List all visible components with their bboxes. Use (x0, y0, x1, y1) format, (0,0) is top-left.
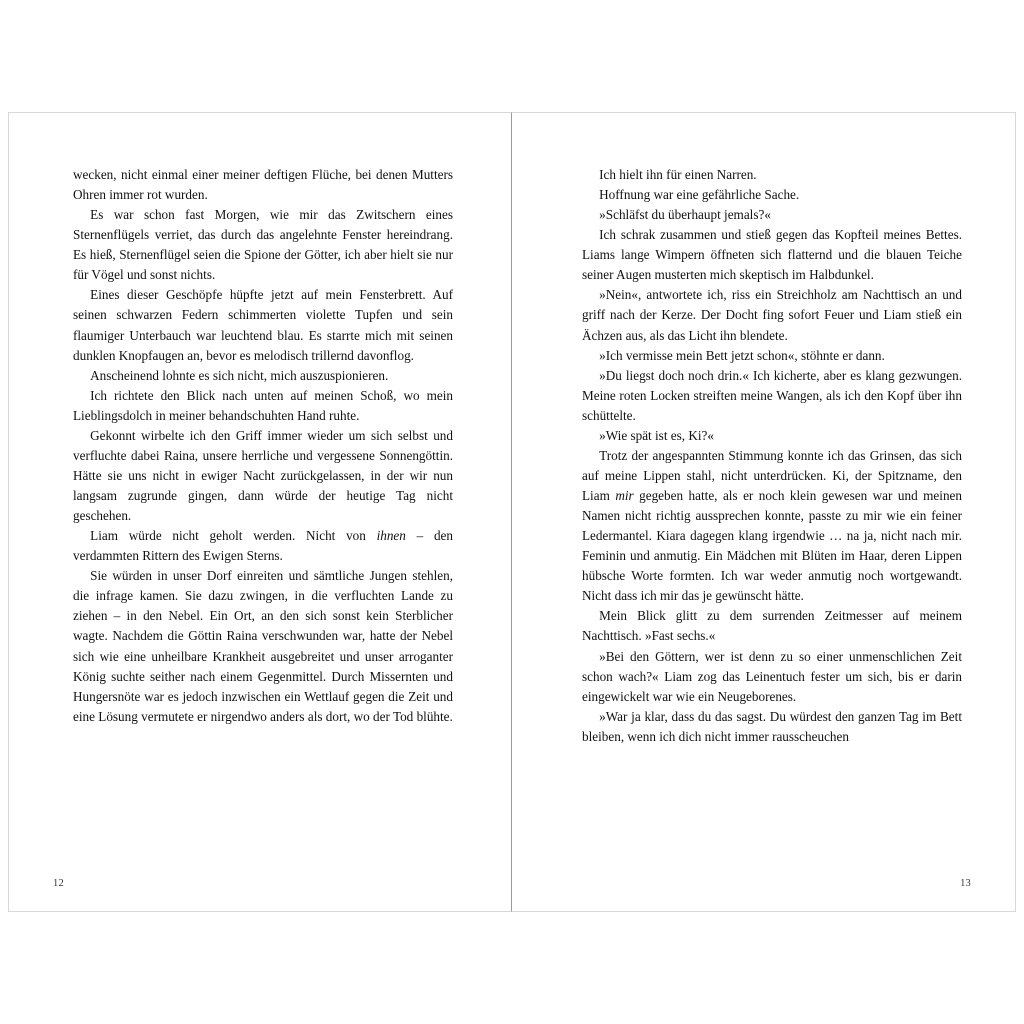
book-spread (8, 112, 1016, 912)
paragraph: Mein Blick glitt zu dem surrenden Zeitmesser auf meinem Nachttisch. »Fast sechs.« (582, 608, 962, 644)
page-right (512, 112, 1016, 912)
paragraph: Ich schrak zusammen und stieß gegen das Kopfteil meines Bettes. Liams lange Wimpern öffneten sich flatternd und die blauen Teiche seiner Augen musterten mich skeptisch im Halbdunkel. (582, 227, 962, 283)
paragraph: Ich richtete den Blick nach unten auf meinen Schoß, wo mein Lieblingsdolch in meiner behandschuhten Hand ruhte. (73, 387, 453, 423)
paragraph: Sie würden in unser Dorf einreiten und sämtliche Jungen stehlen, die infrage kamen. Sie dazu zwingen, in die verfluchten Lande zu ziehen – in den Nebel. Ein Ort, an den sich sonst kein Sterblicher wagte. Nachdem die Göttin Raina verschwunden war, hatte der Nebel sich wie eine unheilbare Krankheit ausgebreitet und unser arroganter König suchte seither nach einem Gegenmittel. Durch Missernten und Hungersnöte war es jedoch inzwischen ein Wettlauf gegen die Zeit und eine Lösung vermutete er nirgendwo anders als dort, wo der Tod blühte. (73, 568, 453, 724)
paragraph: Es war schon fast Morgen, wie mir das Zwitschern eines Sternenflügels verriet, das durch das angelehnte Fenster hereindrang. Es hieß, Sternenflügel seien die Spione der Götter, ich aber hielt sie nur für Vögel und sonst nichts. (73, 207, 453, 283)
paragraph: Liam würde nicht geholt werden. Nicht von ihnen – den verdammten Rittern des Ewigen Sterns. (73, 528, 453, 564)
paragraph: Gekonnt wirbelte ich den Griff immer wieder um sich selbst und verfluchte dabei Raina, unsere herrliche und vergessene Sonnengöttin. Hätte sie uns nicht in ewiger Nacht zurückgelassen, in der wir nun langsam zugrunde gingen, dann würde der heutige Tag nicht geschehen. (73, 427, 453, 524)
paragraph: »Schläfst du überhaupt jemals?« (599, 207, 771, 223)
paragraph: »Wie spät ist es, Ki?« (599, 427, 714, 443)
paragraph: »Bei den Göttern, wer ist denn zu so einer unmenschlichen Zeit schon wach?« Liam zog das Leinentuch fester um sich, bis er darin eingewickelt war wie ein Neugeborenes. (582, 648, 962, 704)
page-left (8, 112, 512, 912)
paragraph: Anscheinend lohnte es sich nicht, mich auszuspionieren. (90, 367, 389, 383)
paragraph: Trotz der angespannten Stimmung konnte ich das Grinsen, das sich auf meine Lippen stahl, nicht unterdrücken. Ki, der Spitzname, den Liam mir gegeben hatte, als er noch klein gewesen war und meinen Namen nicht richtig aussprechen konnte, passte zu mir wie ein feiner Ledermantel. Kiara dagegen klang irgendwie … na ja, nicht nach mir. Feminin und anmutig. Ein Mädchen mit Blüten im Haar, deren Lippen hübsche Worte formten. Ich war weder anmutig noch wortgewandt. Nicht dass ich mir das je gewünscht hätte. (582, 447, 962, 604)
paragraph: Hoffnung war eine gefährliche Sache. (599, 187, 800, 203)
paragraph: »Ich vermisse mein Bett jetzt schon«, stöhnte er dann. (599, 347, 885, 363)
page-left-textblock (73, 165, 453, 727)
paragraph: wecken, nicht einmal einer meiner deftigen Flüche, bei denen Mutters Ohren immer rot wurden. (73, 167, 453, 203)
paragraph: »Du liegst doch noch drin.« Ich kicherte, aber es klang gezwungen. Meine roten Locken streiften meine Wangen, als ich den Kopf über ihn schüttelte. (582, 367, 962, 423)
page-number-right: 13 (960, 878, 971, 889)
paragraph: »War ja klar, dass du das sagst. Du würdest den ganzen Tag im Bett bleiben, wenn ich dich nicht immer rausscheuchen (582, 708, 962, 744)
page-number-left: 12 (53, 878, 64, 889)
paragraph: »Nein«, antwortete ich, riss ein Streichholz am Nachttisch an und griff nach der Kerze. Der Docht fing sofort Feuer und Liam stieß ein Ächzen aus, als das Licht ihn blendete. (582, 287, 962, 343)
page-right-textblock (582, 165, 962, 747)
paragraph: Ich hielt ihn für einen Narren. (599, 167, 757, 182)
paragraph: Eines dieser Geschöpfe hüpfte jetzt auf mein Fensterbrett. Auf seinen schwarzen Federn schimmerten violette Tupfen und sein flaumiger Unterbauch war leuchtend blau. Es starrte mich mit seinen dunklen Knopfaugen an, bevor es melodisch trillernd davonflog. (73, 287, 453, 363)
